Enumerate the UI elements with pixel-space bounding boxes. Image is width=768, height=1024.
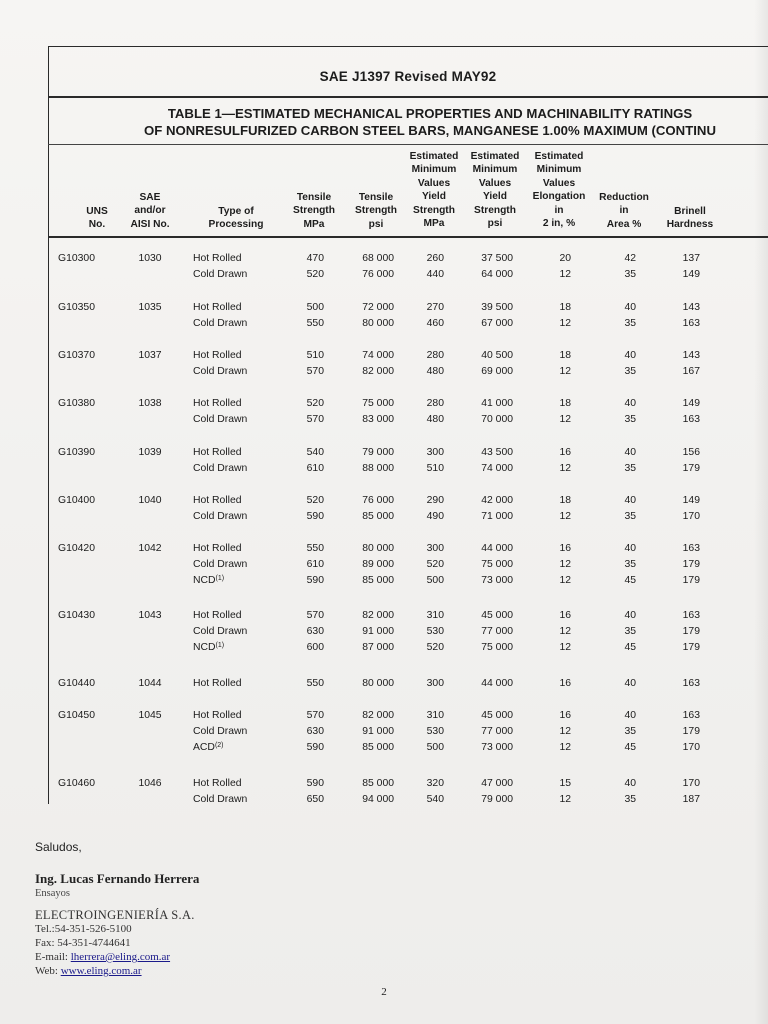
cell-yield-mpa: 280 [426,350,444,361]
processing-type-label: Cold Drawn [193,726,248,737]
col-header-yield-psi: Estimated Minimum Values Yield Strength psi [470,151,520,230]
table-row [0,251,768,267]
cell-processing-type [193,412,293,428]
col-header-brinell: Brinell Hardness [666,206,714,231]
processing-type-label: Cold Drawn [193,626,248,637]
cell-processing-type [193,708,293,724]
cell-tensile-psi: 83 000 [362,414,394,425]
cell-reduction: 35 [624,463,636,474]
cell-tensile-psi: 72 000 [362,302,394,313]
col-header-sae: SAE and/or AISI No. [130,192,170,230]
telephone: Tel.:54-351-526-5100 [35,923,132,935]
cell-yield-mpa: 310 [426,610,444,621]
table-title-line-1: TABLE 1—ESTIMATED MECHANICAL PROPERTIES AND MACHINABILITY RATINGS [167,106,693,121]
cell-brinell: 149 [682,495,700,506]
cell-tensile-mpa: 590 [306,511,324,522]
processing-type-label: Hot Rolled [193,398,242,409]
cell-processing-type [193,396,293,412]
cell-brinell: 163 [682,318,700,329]
cell-elongation: 12 [559,642,571,653]
cell-tensile-psi: 80 000 [362,678,394,689]
table-row [0,608,768,624]
cell-tensile-mpa: 550 [306,678,324,689]
cell-yield-psi: 39 500 [481,302,513,313]
cell-elongation: 18 [559,398,571,409]
fax: Fax: 54-351-4744641 [35,937,131,949]
cell-reduction: 35 [624,269,636,280]
cell-tensile-psi: 75 000 [362,398,394,409]
cell-processing-type [193,461,293,477]
cell-yield-psi: 45 000 [481,710,513,721]
cell-sae: 1042 [138,543,162,554]
cell-processing-type [193,640,293,656]
cell-tensile-mpa: 550 [306,318,324,329]
cell-tensile-psi: 85 000 [362,511,394,522]
cell-brinell: 187 [682,794,700,805]
cell-elongation: 12 [559,511,571,522]
cell-yield-psi: 73 000 [481,575,513,586]
cell-processing-type [193,267,293,283]
processing-type-label: Cold Drawn [193,318,248,329]
cell-elongation: 12 [559,318,571,329]
cell-tensile-psi: 89 000 [362,559,394,570]
processing-type-label: Hot Rolled [193,678,242,689]
processing-type-label: Hot Rolled [193,447,242,458]
col-header-uns: UNS No. [86,206,108,231]
table-row [0,573,768,589]
email-label: E-mail: [35,951,71,963]
cell-brinell: 170 [682,742,700,753]
cell-tensile-mpa: 500 [306,302,324,313]
cell-tensile-mpa: 520 [306,269,324,280]
table-row [0,708,768,724]
processing-type-label: Hot Rolled [193,543,242,554]
cell-brinell: 170 [682,511,700,522]
cell-brinell: 179 [682,463,700,474]
cell-yield-psi: 67 000 [481,318,513,329]
cell-tensile-mpa: 610 [306,463,324,474]
cell-brinell: 170 [682,778,700,789]
cell-tensile-mpa: 570 [306,610,324,621]
cell-elongation: 12 [559,269,571,280]
table-row [0,412,768,428]
cell-tensile-psi: 87 000 [362,642,394,653]
processing-type-label: NCD [193,575,216,586]
cell-processing-type [193,364,293,380]
table-row [0,792,768,808]
cell-tensile-psi: 82 000 [362,610,394,621]
page-number: 2 [381,986,387,998]
table-row [0,724,768,740]
processing-type-label: Cold Drawn [193,559,248,570]
cell-processing-type [193,300,293,316]
cell-reduction: 35 [624,626,636,637]
cell-reduction: 40 [624,302,636,313]
cell-sae: 1040 [138,495,162,506]
cell-tensile-mpa: 550 [306,543,324,554]
processing-type-label: Hot Rolled [193,710,242,721]
cell-processing-type [193,316,293,332]
cell-tensile-psi: 91 000 [362,626,394,637]
cell-yield-psi: 71 000 [481,511,513,522]
cell-reduction: 40 [624,350,636,361]
cell-tensile-mpa: 540 [306,447,324,458]
cell-elongation: 18 [559,495,571,506]
processing-type-label: Hot Rolled [193,302,242,313]
signer-department: Ensayos [35,888,70,899]
cell-yield-psi: 41 000 [481,398,513,409]
cell-sae: 1043 [138,610,162,621]
cell-yield-mpa: 280 [426,398,444,409]
cell-uns: G10400 [58,495,95,506]
cell-uns: G10440 [58,678,95,689]
cell-yield-mpa: 290 [426,495,444,506]
table-row [0,445,768,461]
cell-brinell: 156 [682,447,700,458]
cell-brinell: 163 [682,678,700,689]
cell-brinell: 143 [682,302,700,313]
table-row [0,267,768,283]
cell-tensile-psi: 88 000 [362,463,394,474]
cell-processing-type [193,557,293,573]
cell-uns: G10300 [58,253,95,264]
cell-processing-type [193,624,293,640]
cell-tensile-mpa: 520 [306,398,324,409]
cell-yield-mpa: 530 [426,626,444,637]
cell-sae: 1039 [138,447,162,458]
cell-tensile-mpa: 590 [306,742,324,753]
cell-tensile-mpa: 600 [306,642,324,653]
table-row [0,493,768,509]
cell-reduction: 40 [624,398,636,409]
cell-yield-mpa: 260 [426,253,444,264]
cell-tensile-psi: 79 000 [362,447,394,458]
cell-processing-type [193,493,293,509]
cell-elongation: 18 [559,302,571,313]
cell-yield-psi: 37 500 [481,253,513,264]
cell-yield-psi: 43 500 [481,447,513,458]
cell-reduction: 42 [624,253,636,264]
cell-yield-psi: 74 000 [481,463,513,474]
cell-sae: 1038 [138,398,162,409]
cell-processing-type [193,724,293,740]
table-row [0,364,768,380]
cell-yield-psi: 44 000 [481,678,513,689]
cell-yield-psi: 64 000 [481,269,513,280]
footnote-marker: (1) [215,642,225,649]
cell-sae: 1045 [138,710,162,721]
cell-yield-psi: 69 000 [481,366,513,377]
cell-processing-type [193,776,293,792]
cell-reduction: 40 [624,710,636,721]
cell-elongation: 12 [559,463,571,474]
column-header-rule [48,236,768,238]
cell-yield-mpa: 500 [426,742,444,753]
cell-brinell: 143 [682,350,700,361]
cell-uns: G10430 [58,610,95,621]
col-header-type: Type of Processing [208,206,264,231]
cell-yield-psi: 45 000 [481,610,513,621]
web-line [35,965,142,977]
table-title-line-2: OF NONRESULFURIZED CARBON STEEL BARS, MANGANESE 1.00% MAXIMUM (CONTINU [144,123,716,138]
cell-brinell: 163 [682,414,700,425]
cell-elongation: 16 [559,710,571,721]
cell-reduction: 35 [624,794,636,805]
table-row [0,676,768,692]
cell-reduction: 40 [624,610,636,621]
cell-uns: G10420 [58,543,95,554]
table-row [0,300,768,316]
cell-brinell: 167 [682,366,700,377]
cell-yield-mpa: 300 [426,447,444,458]
cell-tensile-psi: 82 000 [362,366,394,377]
cell-yield-psi: 40 500 [481,350,513,361]
cell-brinell: 179 [682,642,700,653]
table-row [0,740,768,756]
cell-yield-psi: 77 000 [481,626,513,637]
cell-yield-mpa: 300 [426,678,444,689]
cell-yield-mpa: 480 [426,414,444,425]
cell-yield-psi: 79 000 [481,794,513,805]
cell-yield-mpa: 540 [426,794,444,805]
cell-sae: 1037 [138,350,162,361]
cell-tensile-mpa: 590 [306,778,324,789]
cell-brinell: 179 [682,726,700,737]
cell-yield-mpa: 300 [426,543,444,554]
cell-yield-psi: 47 000 [481,778,513,789]
processing-type-label: Hot Rolled [193,610,242,621]
cell-tensile-mpa: 510 [306,350,324,361]
cell-tensile-psi: 85 000 [362,742,394,753]
cell-tensile-psi: 74 000 [362,350,394,361]
cell-tensile-psi: 80 000 [362,318,394,329]
cell-reduction: 40 [624,447,636,458]
web-link[interactable]: www.eling.com.ar [60,965,142,977]
cell-uns: G10450 [58,710,95,721]
cell-reduction: 35 [624,726,636,737]
cell-elongation: 20 [559,253,571,264]
processing-type-label: Cold Drawn [193,414,248,425]
cell-yield-mpa: 460 [426,318,444,329]
table-row [0,509,768,525]
cell-elongation: 12 [559,742,571,753]
cell-elongation: 12 [559,626,571,637]
col-header-tensile-mpa: Tensile Strength MPa [293,192,335,230]
cell-tensile-psi: 76 000 [362,495,394,506]
cell-uns: G10390 [58,447,95,458]
cell-uns: G10460 [58,778,95,789]
cell-yield-mpa: 440 [426,269,444,280]
email-link[interactable]: lherrera@eling.com.ar [70,951,171,963]
cell-reduction: 45 [624,575,636,586]
cell-tensile-psi: 94 000 [362,794,394,805]
cell-sae: 1046 [138,778,162,789]
cell-reduction: 45 [624,742,636,753]
cell-tensile-psi: 82 000 [362,710,394,721]
cell-uns: G10370 [58,350,95,361]
cell-tensile-mpa: 630 [306,626,324,637]
cell-reduction: 40 [624,678,636,689]
cell-processing-type [193,792,293,808]
cell-tensile-mpa: 570 [306,710,324,721]
company-name: ELECTROINGENIERÍA S.A. [35,908,195,922]
cell-uns: G10380 [58,398,95,409]
cell-elongation: 18 [559,350,571,361]
cell-yield-mpa: 270 [426,302,444,313]
cell-processing-type [193,251,293,267]
title-rule [48,144,768,145]
cell-processing-type [193,573,293,589]
cell-tensile-mpa: 570 [306,414,324,425]
greeting: Saludos, [35,840,82,854]
cell-processing-type [193,740,293,756]
processing-type-label: Cold Drawn [193,463,248,474]
cell-yield-mpa: 530 [426,726,444,737]
cell-brinell: 163 [682,610,700,621]
cell-reduction: 40 [624,778,636,789]
col-header-yield-mpa: Estimated Minimum Values Yield Strength MPa [409,151,459,230]
cell-tensile-psi: 68 000 [362,253,394,264]
processing-type-label: Cold Drawn [193,269,248,280]
table-row [0,624,768,640]
table-row [0,541,768,557]
cell-reduction: 35 [624,511,636,522]
col-header-tensile-psi: Tensile Strength psi [355,192,397,230]
processing-type-label: ACD [193,742,215,753]
cell-yield-psi: 44 000 [481,543,513,554]
cell-tensile-mpa: 570 [306,366,324,377]
cell-yield-mpa: 510 [426,463,444,474]
cell-tensile-mpa: 630 [306,726,324,737]
processing-type-label: NCD [193,642,216,653]
cell-processing-type [193,348,293,364]
cell-tensile-psi: 76 000 [362,269,394,280]
table-row [0,348,768,364]
cell-reduction: 35 [624,414,636,425]
processing-type-label: Hot Rolled [193,495,242,506]
table-title [110,105,768,139]
footnote-marker: (1) [215,575,225,582]
cell-tensile-psi: 91 000 [362,726,394,737]
cell-tensile-mpa: 520 [306,495,324,506]
cell-tensile-psi: 80 000 [362,543,394,554]
cell-elongation: 12 [559,366,571,377]
table-row [0,557,768,573]
table-row [0,640,768,656]
cell-brinell: 179 [682,575,700,586]
processing-type-label: Hot Rolled [193,778,242,789]
cell-yield-psi: 73 000 [481,742,513,753]
cell-yield-psi: 77 000 [481,726,513,737]
footnote-marker: (2) [214,742,224,749]
cell-brinell: 149 [682,398,700,409]
cell-yield-psi: 75 000 [481,642,513,653]
cell-reduction: 35 [624,318,636,329]
cell-yield-mpa: 310 [426,710,444,721]
cell-yield-mpa: 490 [426,511,444,522]
processing-type-label: Hot Rolled [193,253,242,264]
header-rule [48,96,768,98]
cell-reduction: 40 [624,543,636,554]
cell-sae: 1044 [138,678,162,689]
table-row [0,316,768,332]
cell-yield-mpa: 320 [426,778,444,789]
cell-brinell: 179 [682,626,700,637]
table-row [0,461,768,477]
cell-processing-type [193,509,293,525]
cell-elongation: 12 [559,794,571,805]
cell-yield-mpa: 520 [426,642,444,653]
cell-brinell: 137 [682,253,700,264]
processing-type-label: Hot Rolled [193,350,242,361]
cell-brinell: 163 [682,710,700,721]
cell-uns: G10350 [58,302,95,313]
cell-yield-psi: 75 000 [481,559,513,570]
cell-sae: 1035 [138,302,162,313]
processing-type-label: Cold Drawn [193,366,248,377]
cell-tensile-psi: 85 000 [362,575,394,586]
cell-yield-mpa: 500 [426,575,444,586]
cell-yield-mpa: 520 [426,559,444,570]
cell-brinell: 163 [682,543,700,554]
cell-yield-psi: 70 000 [481,414,513,425]
cell-brinell: 149 [682,269,700,280]
cell-processing-type [193,608,293,624]
document-header: SAE J1397 Revised MAY92 [319,69,497,84]
cell-elongation: 16 [559,678,571,689]
cell-tensile-mpa: 610 [306,559,324,570]
processing-type-label: Cold Drawn [193,794,248,805]
cell-tensile-psi: 85 000 [362,778,394,789]
cell-processing-type [193,541,293,557]
cell-elongation: 12 [559,414,571,425]
cell-elongation: 12 [559,559,571,570]
col-header-elongation: Estimated Minimum Values Elongation in 2 in, % [532,151,586,230]
cell-yield-psi: 42 000 [481,495,513,506]
cell-elongation: 15 [559,778,571,789]
signer-name: Ing. Lucas Fernando Herrera [35,871,200,886]
cell-elongation: 16 [559,610,571,621]
cell-processing-type [193,676,293,692]
cell-reduction: 45 [624,642,636,653]
cell-tensile-mpa: 470 [306,253,324,264]
cell-reduction: 35 [624,366,636,377]
cell-brinell: 179 [682,559,700,570]
processing-type-label: Cold Drawn [193,511,248,522]
cell-reduction: 40 [624,495,636,506]
cell-tensile-mpa: 590 [306,575,324,586]
cell-elongation: 12 [559,726,571,737]
cell-processing-type [193,445,293,461]
table-row [0,776,768,792]
web-label: Web: [35,965,61,977]
email-line [35,951,170,963]
cell-tensile-mpa: 650 [306,794,324,805]
cell-reduction: 35 [624,559,636,570]
cell-yield-mpa: 480 [426,366,444,377]
cell-elongation: 12 [559,575,571,586]
table-row [0,396,768,412]
cell-sae: 1030 [138,253,162,264]
cell-elongation: 16 [559,543,571,554]
cell-elongation: 16 [559,447,571,458]
col-header-reduction: Reduction in Area % [599,192,649,230]
